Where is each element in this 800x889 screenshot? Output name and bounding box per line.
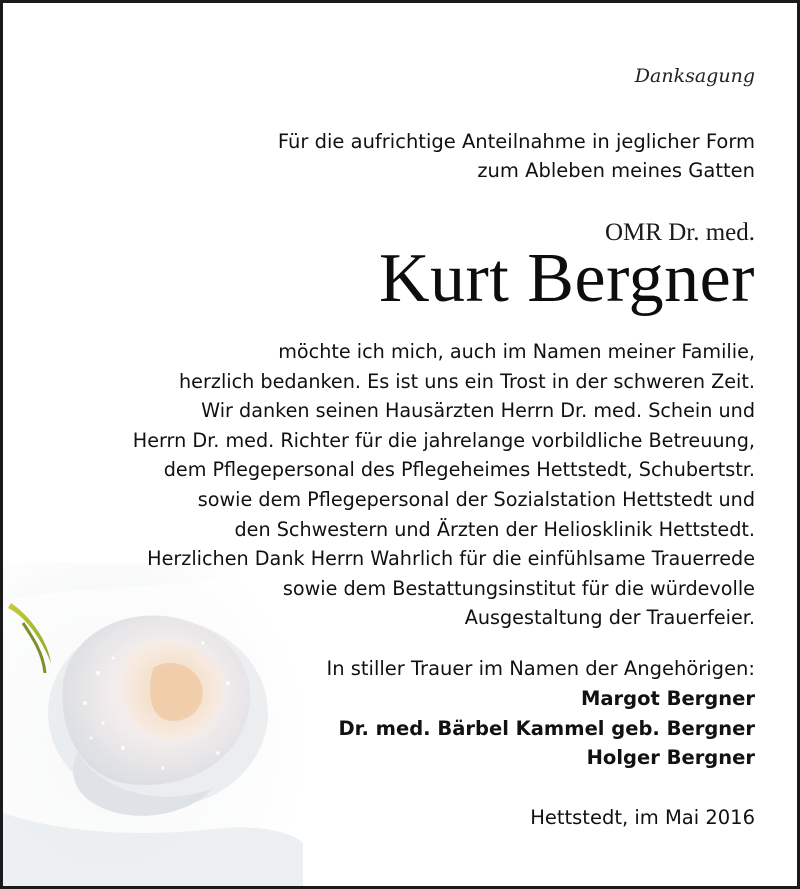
intro-text xyxy=(43,127,755,185)
body-line: dem Pflegepersonal des Pflegeheimes Hettstedt, Schubertstr. xyxy=(163,458,755,482)
deceased-title: OMR Dr. med. xyxy=(605,219,755,246)
intro-line: zum Ableben meines Gatten xyxy=(477,159,755,182)
heading: Danksagung xyxy=(634,65,755,87)
body-line: sowie dem Pflegepersonal der Sozialstation Hettstedt und xyxy=(197,487,755,511)
body-line: herzlich bedanken. Es ist uns ein Trost in der schweren Zeit. xyxy=(179,369,755,393)
body-line: den Schwestern und Ärzten der Heliosklinik Hettstedt. xyxy=(234,517,755,541)
mourner-name: Dr. med. Bärbel Kammel geb. Bergner xyxy=(338,716,755,740)
body-line: Wir danken seinen Hausärzten Herrn Dr. med. Schein und xyxy=(201,399,755,423)
body-line: Herrn Dr. med. Richter für die jahrelange vorbildliche Betreuung, xyxy=(132,428,755,452)
intro-line: Für die aufrichtige Anteilnahme in jeglicher Form xyxy=(277,130,755,153)
mourner-name: Holger Bergner xyxy=(586,746,755,770)
body-line: Ausgestaltung der Trauerfeier. xyxy=(464,606,755,630)
body-line: Herzlichen Dank Herrn Wahrlich für die einfühlsame Trauerrede xyxy=(147,547,755,571)
body-text xyxy=(43,337,755,633)
closing-line: In stiller Trauer im Namen der Angehörigen: xyxy=(326,657,755,680)
deceased-name: Kurt Bergner xyxy=(379,240,755,317)
body-line: möchte ich mich, auch im Namen meiner Familie, xyxy=(278,340,755,363)
closing-block xyxy=(43,654,755,773)
place-date: Hettstedt, im Mai 2016 xyxy=(530,806,755,829)
mourner-name: Margot Bergner xyxy=(580,686,755,710)
body-line: sowie dem Bestattungsinstitut für die würdevolle xyxy=(282,576,755,600)
